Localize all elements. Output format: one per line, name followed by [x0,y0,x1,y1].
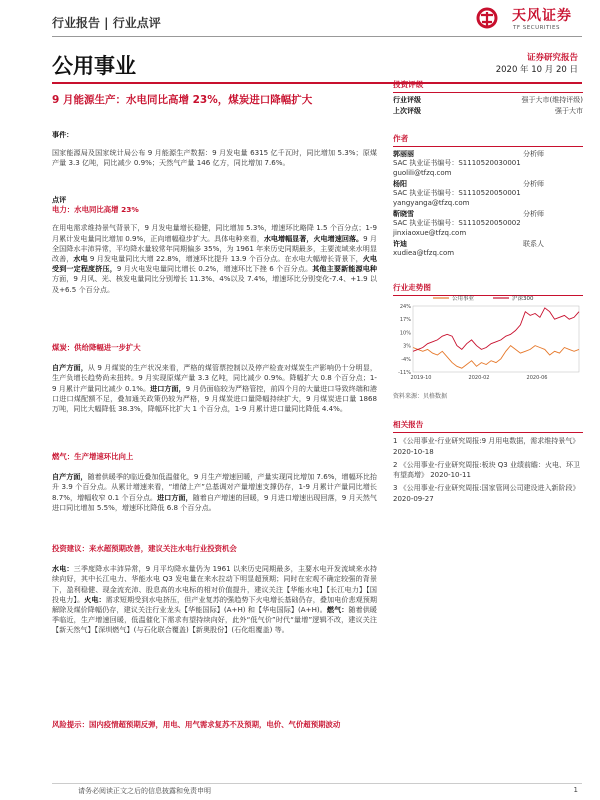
y-tick-label: 24% [399,304,411,310]
logo-name: 天风证券 [512,8,572,24]
analyst-name: 郭丽丽 [393,150,414,158]
gas-section [52,452,377,513]
page-number: 1 [573,786,578,794]
analyst-email[interactable]: xudiea@tfzq.com [393,249,455,258]
investment-section [52,544,377,636]
report-category-tag: 行业报告 | 行业点评 [52,16,161,30]
analyst-cert: SAC 执业证书编号：S1110520030001 [393,159,521,168]
industry-rating-label: 行业评级 [393,96,421,104]
y-tick-label: 17% [399,317,411,324]
x-tick-label: 2020-06 [526,375,548,381]
event-section [52,130,377,169]
authors-panel [393,133,583,260]
logo-mark-icon [478,9,496,27]
chart-source: 资料来源：贝格数据 [393,393,448,400]
y-tick-label: -4% [401,356,411,363]
analyst-1 [393,150,583,180]
analyst-name: 许迪 [393,240,407,248]
related-report-item[interactable]: 1 《公用事业-行业研究周报:9 月用电数据，需求维持景气》 2020-10-18 [393,437,580,456]
review-section [52,195,377,295]
authors-divider [393,146,583,147]
logo-english-name: TF SECURITIES [513,25,560,31]
authors-title: 作者 [393,134,409,143]
previous-rating-row [393,106,583,117]
related-divider [393,432,583,433]
y-tick-label: -11% [398,370,411,376]
industry-trend-chart [393,292,583,387]
previous-rating-value: 强于大市 [555,107,583,115]
analyst-role: 联系人 [523,240,544,248]
previous-rating-label: 上次评级 [393,107,421,115]
analyst-cert: SAC 执业证书编号：S1110520050001 [393,189,521,198]
risk-section [52,720,377,730]
x-tick-label: 2020-02 [468,375,490,381]
analyst-email[interactable]: guolili@tfzq.com [393,168,452,177]
trend-title: 行业走势图 [393,283,431,292]
related-reports-panel [393,420,583,504]
power-section-title: 电力：水电同比高增 23% [52,205,139,215]
x-tick-label: 2019-10 [410,375,432,381]
analyst-email[interactable]: yangyanga@tfzq.com [393,198,470,207]
event-text: 国家能源局及国家统计局公布 9 月能源生产数据：9 月发电量 6315 亿千瓦时，同比增加 5.3%；原煤产量 3.3 亿吨，同比减少 0.9%；天然气产量 146 亿方，同比增加 7.6%。 [52,148,377,168]
review-title: 点评 [52,195,67,204]
legend-label-sector: 公用事业 [452,296,475,302]
analyst-name: 杨阳 [393,180,407,188]
investment-section-title: 投资建议：来水超预期改善，建议关注水电行业投资机会 [52,544,237,553]
event-title: 事件： [52,130,74,139]
analyst-role: 分析师 [523,210,544,218]
related-report-item[interactable]: 3 《公用事业-行业研究周报:国家管网公司建设进入新阶段》 2020-09-27 [393,484,580,503]
analyst-role: 分析师 [523,150,544,158]
power-paragraph: 在用电需求维持景气背景下，9 月发电量增长稳健，同比增加 5.3%，增速环比略降 1.5 个百分点；1-9 月累计发电量同比增加 0.9%，正向增幅稳步扩大。具体电种来看，水电增幅显著，火电增速回落。9 月全国降水丰沛异常，平均降水量较常年同期偏多 35%，为 1961 年来历史同期最多，主要流域来水明显改善，水电 9 月发电量同比大增 22.8%，增速环比提升 13.9 个百分点。在水电大幅增长背景下，火电受到一定程度挤压，9 月火电发电量同比增长 0.2%，增速环比下挫 6 个百分点。其他主要新能源电种方面，9 月风、光、核发电量同比分别增长 11.3%、4%以及 7.4%，增速环比分别变化-7.4、+1.9 以及+6.5 个百分点。 [52,223,378,294]
risk-title: 风险提示： [52,720,89,729]
risk-text: 国内疫情超预期反弹，用电、用气需求复苏不及预期，电价、气价超预期波动 [88,720,341,729]
footer-divider [52,783,582,784]
analyst-name: 靳晓雪 [393,210,414,218]
coal-section [52,343,377,414]
rating-panel [393,79,583,117]
rating-divider [393,92,583,93]
series-line-index [413,308,579,351]
coal-paragraph: 自产方面，从 9 月煤炭的生产状况来看，严格的煤管票控制以及停产检查对煤炭生产影响仍十分明显，生产负增长趋势尚未扭转。9 月实现原煤产量 3.3 亿吨，同比减少 0.9%。降幅扩大 0.8 个百分点；1-9 月累计产量同比减少 0.1%。进口方面，9 月仍面临较为严格管控，前四个月的大量进口导致终端和港口进口煤配额不足，叠加通关政策仍较为严格，9 月煤炭进口量降幅持续扩大，9 月煤炭进口量 1868 万吨，同比大幅降低 38.3%，降幅环比扩大 1 个百分点，1-9 月累计进口量同比降低 4.4%。 [52,363,378,414]
analyst-role: 分析师 [523,180,544,188]
header-divider [52,36,582,37]
coal-section-title: 煤炭：供给降幅进一步扩大 [52,343,141,352]
gas-paragraph: 自产方面，随着供暖季的临近叠加低温催化，9 月生产增速回暖，产量实现同比增加 7.6%，增幅环比抬升 3.9 个百分点。从累计增速来看，“增储上产”总基调对产量增速支撑仍存，1-9 月累计产量同比增长 8.7%，增幅收窄 0.1 个百分点。进口方面，随着自产增速的回暖，9 月进口增速出现回落，9 月天然气进口同比增加 5.5%，增速环比降低 6.8 个百分点。 [52,472,378,512]
sector-title: 公用事业 [52,54,136,78]
rating-title: 投资评级 [393,80,424,89]
series-line-sector [413,346,579,369]
related-report-item[interactable]: 2 《公用事业-行业研究周报:板块 Q3 业绩前瞻：火电、环卫有望高增》 2020-10-11 [393,460,580,480]
industry-rating-row [393,95,583,106]
industry-rating-value: 强于大市(维持评级) [521,96,583,104]
analyst-2 [393,180,583,210]
analyst-cert: SAC 执业证书编号：S1110520050002 [393,219,521,228]
gas-section-title: 燃气：生产增速环比向上 [52,452,134,461]
legend-label-index: 沪深300 [512,296,534,302]
contact-1 [393,240,583,260]
y-tick-label: 10% [399,330,411,337]
report-type: 证券研究报告 [526,53,578,63]
report-headline: 9 月能源生产：水电同比高增 23%，煤炭进口降幅扩大 [52,94,313,106]
disclaimer-notice: 请务必阅读正文之后的信息披露和免责申明 [78,787,211,795]
analyst-3 [393,210,583,240]
related-title: 相关报告 [393,420,424,429]
report-date: 2020 年 10 月 20 日 [495,65,578,75]
analyst-email[interactable]: jinxiaoxue@tfzq.com [393,228,467,237]
investment-paragraph: 水电：三季度降水丰沛异常，9 月平均降水量仍为 1961 以来历史同期最多，主要水电开发流域来水持续向好，其中长江电力、华能水电 Q3 发电量在来水拉动下明显超预期；同时在宏观不确定较强的背景下，盈利稳健、现金流充沛、股息高的水电标的相对价值提升，建议关注【华能水电】【长江电力】【国投电力】。火电：需求短期受到水电挤压，但产业复苏的强趋势下火电增长基础仍存，叠加电价悲观预期解除及煤价降幅仍存，建议关注行业龙头【华能国际】(A+H) 和【华电国际】(A+H)。燃气：随着供暖季临近，生产增速回暖，低温催化下需求有望持续向好，此外“低气价”时代“量增”逻辑不改，建议关注【新天然气】【深圳燃气】(与石化联合覆盖)【新奥股份】(石化组覆盖) 等。 [52,564,378,635]
y-tick-label: 3% [403,343,411,350]
